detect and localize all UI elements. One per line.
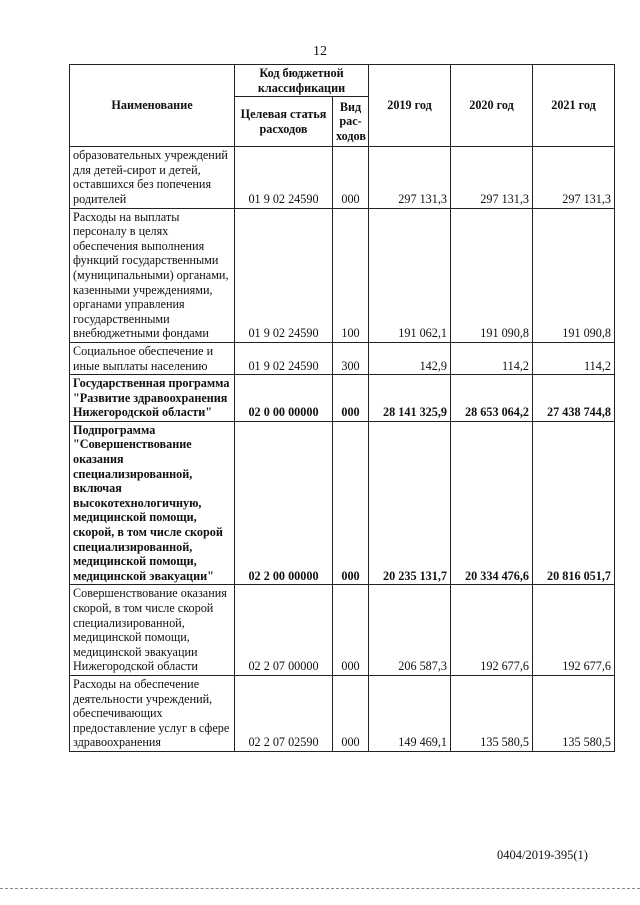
row-expense-kind: 000	[333, 375, 369, 422]
row-value-2019: 142,9	[369, 342, 451, 374]
row-name: Социальное обеспечение и иные выплаты населению	[70, 342, 235, 374]
header-2019: 2019 год	[369, 65, 451, 147]
header-code-group: Код бюджетной классификации	[235, 65, 369, 97]
header-kind: Вид рас-ходов	[333, 97, 369, 147]
table-row	[70, 147, 615, 208]
row-name: Совершенствование оказания скорой, в том числе скорой специализированной, медицинской помощи, медицинской эвакуации Нижегородской области	[70, 585, 235, 676]
row-value-2021: 135 580,5	[533, 675, 615, 751]
row-expense-kind: 000	[333, 147, 369, 208]
row-value-2020: 28 653 064,2	[451, 375, 533, 422]
row-value-2019: 206 587,3	[369, 585, 451, 676]
document-code: 0404/2019-395(1)	[497, 848, 588, 862]
table-row	[70, 342, 615, 374]
row-target-code: 02 2 07 02590	[235, 675, 333, 751]
row-value-2019: 297 131,3	[369, 147, 451, 208]
table-body	[70, 147, 615, 752]
row-expense-kind: 000	[333, 421, 369, 585]
row-value-2019: 191 062,1	[369, 208, 451, 342]
row-value-2019: 28 141 325,9	[369, 375, 451, 422]
row-target-code: 02 2 00 00000	[235, 421, 333, 585]
bottom-divider	[0, 888, 640, 889]
row-value-2021: 27 438 744,8	[533, 375, 615, 422]
row-value-2020: 191 090,8	[451, 208, 533, 342]
row-target-code: 01 9 02 24590	[235, 208, 333, 342]
table-row	[70, 208, 615, 342]
row-name: Расходы на выплаты персоналу в целях обеспечения выполнения функций государственными (муниципальными) органами, казенными учреждениями, органами управления государственными внебюджетными фондами	[70, 208, 235, 342]
row-name: Подпрограмма "Совершенствование оказания специализированной, включая высокотехнологичную, медицинской помощи, скорой, в том числе скорой специализированной, медицинской помощи, медицинской эвакуации"	[70, 421, 235, 585]
row-value-2019: 149 469,1	[369, 675, 451, 751]
row-value-2020: 135 580,5	[451, 675, 533, 751]
budget-table	[69, 64, 615, 752]
row-value-2020: 114,2	[451, 342, 533, 374]
row-name: Государственная программа "Развитие здравоохранения Нижегородской области"	[70, 375, 235, 422]
row-value-2020: 297 131,3	[451, 147, 533, 208]
header-target: Целевая статья расходов	[235, 97, 333, 147]
row-expense-kind: 000	[333, 585, 369, 676]
table-row	[70, 421, 615, 585]
row-value-2020: 20 334 476,6	[451, 421, 533, 585]
table-row	[70, 585, 615, 676]
row-expense-kind: 300	[333, 342, 369, 374]
row-target-code: 02 0 00 00000	[235, 375, 333, 422]
row-expense-kind: 000	[333, 675, 369, 751]
page-number: 12	[313, 44, 327, 59]
row-value-2021: 20 816 051,7	[533, 421, 615, 585]
row-target-code: 01 9 02 24590	[235, 342, 333, 374]
row-value-2021: 297 131,3	[533, 147, 615, 208]
row-value-2021: 192 677,6	[533, 585, 615, 676]
table-row	[70, 675, 615, 751]
row-expense-kind: 100	[333, 208, 369, 342]
row-value-2021: 114,2	[533, 342, 615, 374]
row-value-2020: 192 677,6	[451, 585, 533, 676]
row-target-code: 01 9 02 24590	[235, 147, 333, 208]
row-name: Расходы на обеспечение деятельности учреждений, обеспечивающих предоставление услуг в сфере здравоохранения	[70, 675, 235, 751]
header-2020: 2020 год	[451, 65, 533, 147]
row-value-2019: 20 235 131,7	[369, 421, 451, 585]
header-name: Наименование	[70, 65, 235, 147]
header-2021: 2021 год	[533, 65, 615, 147]
table-row	[70, 375, 615, 422]
row-target-code: 02 2 07 00000	[235, 585, 333, 676]
row-name: образовательных учреждений для детей-сирот и детей, оставшихся без попечения родителей	[70, 147, 235, 208]
row-value-2021: 191 090,8	[533, 208, 615, 342]
